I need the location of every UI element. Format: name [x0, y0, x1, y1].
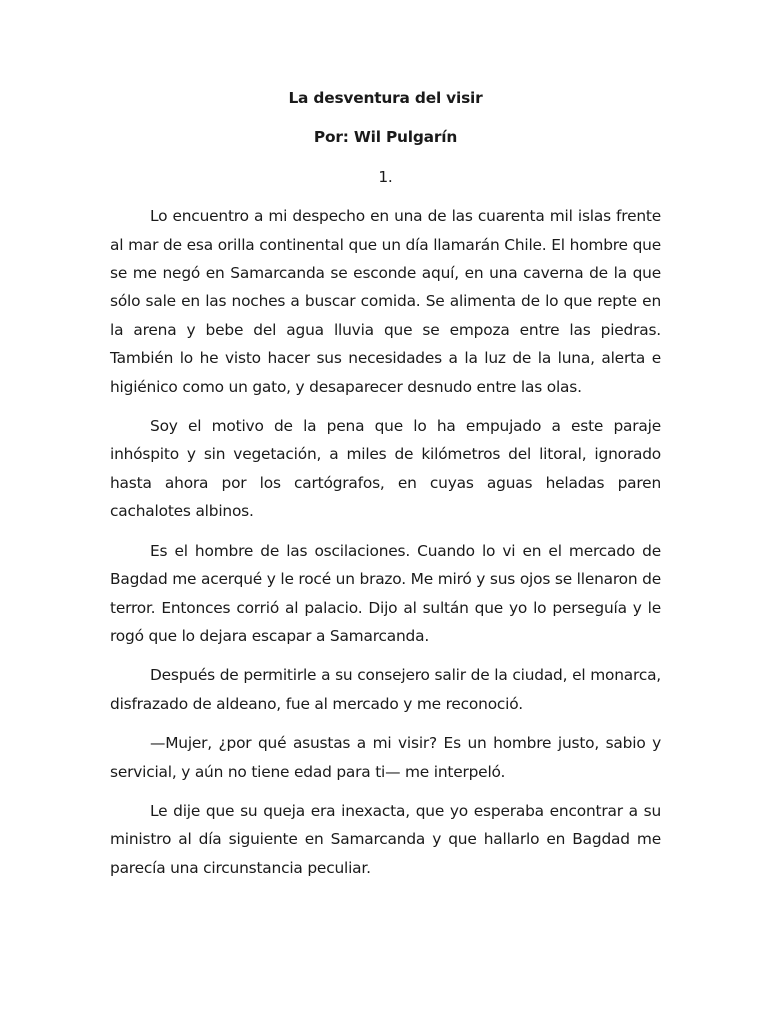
paragraph: Es el hombre de las oscilaciones. Cuando lo vi en el mercado de Bagdad me acerqué y le rocé un brazo. Me miró y sus ojos se llenaron de terror. Entonces corrió al palacio. Dijo al sultán que yo lo perseguía y le rogó que lo dejara escapar a Samarcanda. [110, 541, 661, 645]
section-number: 1. [378, 167, 393, 186]
paragraph: Lo encuentro a mi despecho en una de las cuarenta mil islas frente al mar de esa orilla continental que un día llamarán Chile. El hombre que se me negó en Samarcanda se esconde aquí, en una caverna de la que sólo sale en las noches a buscar comida. Se alimenta de lo que repte en la arena y bebe del agua lluvia que se empoza entre las piedras. También lo he visto hacer sus necesidades a la luz de la luna, alerta e higiénico como un gato, y desaparecer desnudo entre las olas. [110, 207, 661, 396]
paragraph: Le dije que su queja era inexacta, que yo esperaba encontrar a su ministro al día siguiente en Samarcanda y que hallarlo en Bagdad me parecía una circunstancia peculiar. [110, 801, 661, 877]
paragraph: —Mujer, ¿por qué asustas a mi visir? Es un hombre justo, sabio y servicial, y aún no tiene edad para ti— me interpeló. [110, 734, 661, 781]
paragraph: Soy el motivo de la pena que lo ha empujado a este paraje inhóspito y sin vegetación, a miles de kilómetros del litoral, ignorado hasta ahora por los cartógrafos, en cuyas aguas heladas paren cachalotes albinos. [110, 417, 661, 521]
document-byline: Por: Wil Pulgarín [313, 128, 458, 147]
paragraph: Después de permitirle a su consejero salir de la ciudad, el monarca, disfrazado de aldeano, fue al mercado y me reconoció. [110, 666, 661, 713]
document-title: La desventura del visir [288, 89, 483, 107]
document-page [110, 84, 661, 893]
